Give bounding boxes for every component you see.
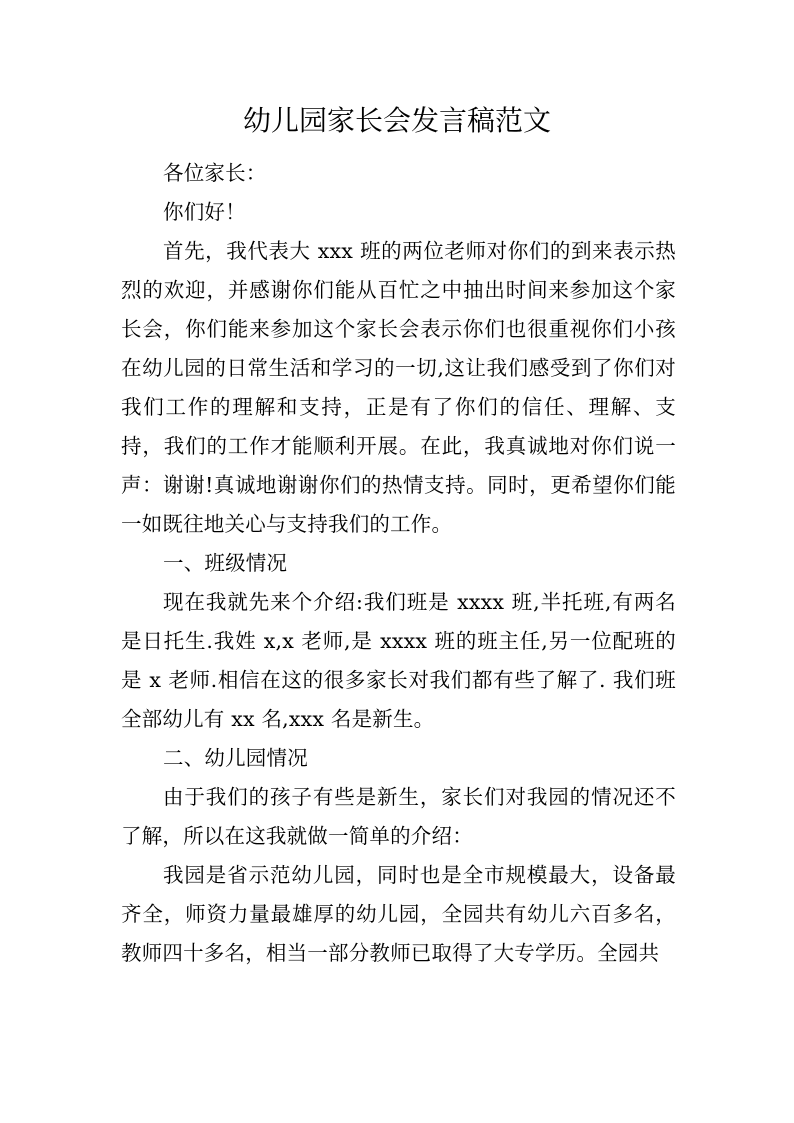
kindergarten-detail-paragraph: 我园是省示范幼儿园，同时也是全市规模最大，设备最齐全，师资力量最雄厚的幼儿园，全园共有幼儿六百多名，教师四十多名，相当一部分教师已取得了大专学历。全园共 [121,863,676,965]
document-title: 幼儿园家长会发言稿范文 [242,104,551,137]
kindergarten-intro-paragraph: 由于我们的孩子有些是新生，家长们对我园的情况还不了解，所以在这我就做一简单的介绍： [121,785,676,848]
welcome-paragraph: 首先，我代表大 xxx 班的两位老师对你们的到来表示热烈的欢迎，并感谢你们能从百忙之中抽出时间来参加这个家长会，你们能来参加这个家长会表示你们也很重视你们小孩在幼儿园的日常生活和学习的一切,这让我们感受到了你们对我们工作的理解和支持，正是有了你们的信任、理解、支持，我们的工作才能顺利开展。在此，我真诚地对你们说一声：谢谢!真诚地谢谢你们的热情支持。同时，更希望你们能一如既往地关心与支持我们的工作。 [121,239,676,536]
hello-paragraph: 你们好！ [163,200,246,224]
class-info-paragraph: 现在我就先来个介绍:我们班是 xxxx 班,半托班,有两名是日托生.我姓 x,x 老师,是 xxxx 班的班主任,另一位配班的是 x 老师.相信在这的很多家长对我们都有些了解了. 我们班全部幼儿有 xx 名,xxx 名是新生。 [121,590,676,731]
document-body [121,154,676,973]
section-heading-kindergarten: 二、幼儿园情况 [163,746,308,770]
greeting-paragraph: 各位家长： [163,161,267,185]
section-heading-class: 一、班级情况 [163,551,288,575]
